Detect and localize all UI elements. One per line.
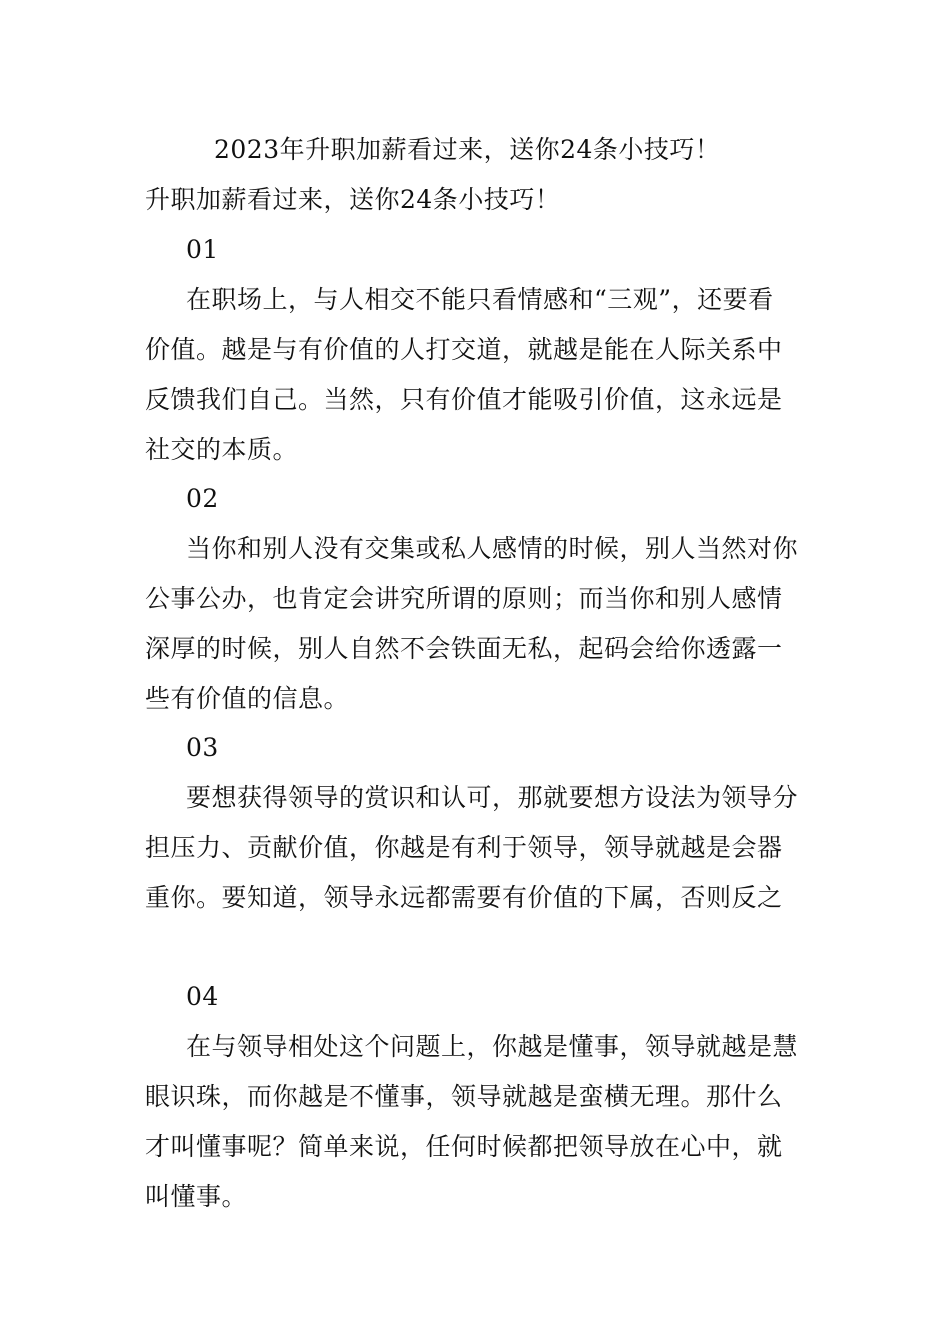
paragraph-line: 反馈我们自己。当然，只有价值才能吸引价值，这永远是	[145, 385, 783, 414]
paragraph-line: 在与领导相处这个问题上，你越是懂事，领导就越是慧	[186, 1032, 799, 1061]
paragraph-line: 价值。越是与有价值的人打交道，就越是能在人际关系中	[145, 335, 783, 364]
paragraph-line: 公事公办，也肯定会讲究所谓的原则；而当你和别人感情	[145, 584, 783, 613]
paragraph-line: 在职场上，与人相交不能只看情感和“三观”，还要看	[186, 285, 774, 314]
paragraph-line: 当你和别人没有交集或私人感情的时候，别人当然对你	[186, 534, 799, 563]
paragraph-line: 才叫懂事呢？简单来说，任何时候都把领导放在心中，就	[145, 1132, 783, 1161]
paragraph-line: 担压力、贡献价值，你越是有利于领导，领导就越是会器	[145, 833, 783, 862]
paragraph-line: 重你。要知道，领导永远都需要有价值的下属，否则反之	[145, 883, 783, 912]
paragraph-line: 些有价值的信息。	[145, 684, 350, 713]
paragraph-line: 社交的本质。	[145, 435, 299, 464]
paragraph-line: 要想获得领导的赏识和认可，那就要想方设法为领导分	[186, 783, 799, 812]
document-title: 2023年升职加薪看过来，送你24条小技巧！	[214, 135, 721, 164]
paragraph-line: 眼识珠，而你越是不懂事，领导就越是蛮横无理。那什么	[145, 1082, 783, 1111]
paragraph-line: 叫懂事。	[145, 1182, 248, 1211]
document-subtitle: 升职加薪看过来，送你24条小技巧！	[145, 185, 561, 214]
paragraph-line: 深厚的时候，别人自然不会铁面无私，起码会给你透露一	[145, 634, 783, 663]
section-number: 04	[186, 982, 219, 1011]
section-number: 03	[186, 733, 219, 762]
section-number: 01	[186, 235, 219, 264]
section-number: 02	[186, 484, 219, 513]
